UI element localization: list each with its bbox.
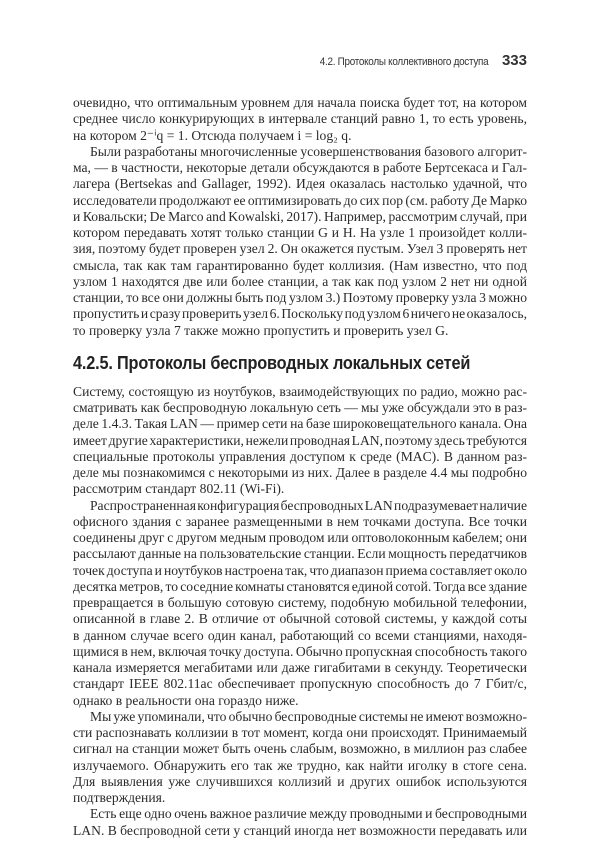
page-body (73, 95, 527, 839)
text-line: щимися в нем, включая точку доступа. Обычно пропускная способность такого (73, 643, 527, 659)
running-header (73, 52, 527, 70)
text-line: лагера (Bertsekas and Gallager, 1992). Идея оказалась настолько удачной, что (73, 176, 527, 192)
text-line: офисного здания с заранее размещенными в нем точками доступа. Все точки (73, 513, 527, 529)
section-heading: 4.2.5. Протоколы беспроводных локальных сетей (73, 351, 471, 373)
paragraph (73, 384, 527, 498)
text-line: сти распознавать коллизии в тот момент, когда они происходят. Принимаемый (73, 725, 527, 740)
text-line: излучаемого. Обнаружить его так же трудно, как найти иголку в стоге сена. (73, 757, 527, 773)
text-line: Есть еще одно очень важное различие между проводными и беспроводными (90, 806, 527, 822)
running-title: 4.2. Протоколы коллективного доступа (319, 56, 488, 68)
text-line: десятка метров, то соседние комнаты становятся единой сотой. Тогда все здание (73, 578, 527, 594)
paragraph (73, 95, 527, 144)
text-line: станции, то все они должны быть под узлом 3.) Поэтому проверку узла 3 можно (73, 290, 527, 305)
text-line: имеет другие характеристики, нежели проводная LAN, поэтому здесь требуются (73, 432, 527, 448)
text-line: LAN. В беспроводной сети у станций иногда нет возможности передавать или (73, 822, 527, 838)
text-line: описанной в главе 2. В отличие от обычной сотовой системы, у каждой соты (73, 611, 527, 627)
text-line: деле мы познакомимся с некоторыми из них. Далее в разделе 4.4 мы подробно (73, 465, 527, 480)
text-line: подтверждения. (73, 790, 166, 805)
text-line: то проверку узла 7 также можно пропустить и проверить узел G. (73, 322, 449, 338)
text-line: рассылают данные на пользовательские станции. Если мощность передатчиков (73, 546, 527, 562)
text-line: стандарт IEEE 802.11ac обеспечивает пропускную способность до 7 Гбит/с, (73, 676, 527, 692)
paragraph (73, 144, 527, 339)
text-line: смысла, так как там гарантированно будет коллизия. (Нам известно, что под (73, 257, 527, 273)
text-line: пропустить и сразу проверить узел 6. Поскольку под узлом 6 ничего не оказалось, (73, 306, 527, 322)
paragraph (73, 498, 527, 709)
text-line: сигнал на станции может быть очень слабым, возможно, в миллион раз слабее (73, 741, 527, 757)
text-after-heading (73, 384, 527, 839)
text-line: очевидно, что оптимальным уровнем для начала поиска будет тот, на котором (73, 95, 527, 110)
text-line: Для выявления уже случившихся коллизий и других ошибок используются (73, 773, 527, 789)
text-line: рассмотрим стандарт 802.11 (Wi-Fi). (73, 481, 285, 497)
text-line: специальные протоколы управления доступом к среде (MAC). В данном раз- (73, 448, 527, 464)
text-line: в данном случае всего один канал, работающий со всеми станциями, находя- (73, 627, 527, 643)
text-line: котором передавать хотят только станции G и H. На узле 1 произойдет колли- (73, 225, 527, 240)
text-line: точек доступа и ноутбуков настроена так, что диапазон приема составляет около (73, 562, 527, 578)
text-line: Были разработаны многочисленные усовершенствования базового алгорит- (90, 143, 527, 159)
text-line: узлом 1 находятся две или более станции, а так как под узлом 2 нет ни одной (73, 273, 527, 289)
text-line: исследователи продолжают ее оптимизировать до сих пор (см. работу Де Марко (73, 192, 527, 208)
text-line: Распространенная конфигурация беспроводных LAN подразумевает наличие (90, 497, 527, 513)
text-line: превращается в большую сотовую систему, подобную мобильной телефонии, (73, 595, 527, 610)
text-line: соединены друг с другом медным проводом или оптоволоконным кабелем; они (73, 530, 527, 545)
text-line: Систему, состоящую из ноутбуков, взаимодействующих по радио, можно рас- (73, 383, 527, 399)
paragraph (73, 709, 527, 807)
text-line: ма, — в частности, некоторые детали обсуждаются в работе Бертсекаса и Гал- (73, 160, 527, 175)
text-line: на котором 2⁻ⁱq = 1. Отсюда получаем i = log₂ q. (73, 127, 352, 143)
paragraph (73, 806, 527, 839)
text-line: канала измеряется мегабитами или даже гигабитами в секунду. Теоретически (73, 660, 527, 675)
text-line: Мы уже упоминали, что обычно беспроводные системы не имеют возможно- (90, 708, 527, 724)
text-line: сматривать как беспроводную локальную сеть — мы уже обсуждали это в раз- (73, 400, 527, 415)
page-number: 333 (501, 52, 527, 69)
text-line: деле 1.4.3. Такая LAN — пример сети на базе широковещательного канала. Она (73, 416, 527, 432)
text-line: и Ковальски; De Marco and Kowalski, 2017). Например, рассмотрим случай, при (73, 208, 527, 224)
text-line: зия, поэтому будет проверен узел 2. Он окажется пустым. Узел 3 проверять нет (73, 241, 527, 257)
text-line: однако в реальности она гораздо ниже. (73, 692, 299, 708)
text-before-heading (73, 95, 527, 339)
text-line: среднее число конкурирующих в интервале станций равно 1, то есть уровень, (73, 111, 527, 127)
